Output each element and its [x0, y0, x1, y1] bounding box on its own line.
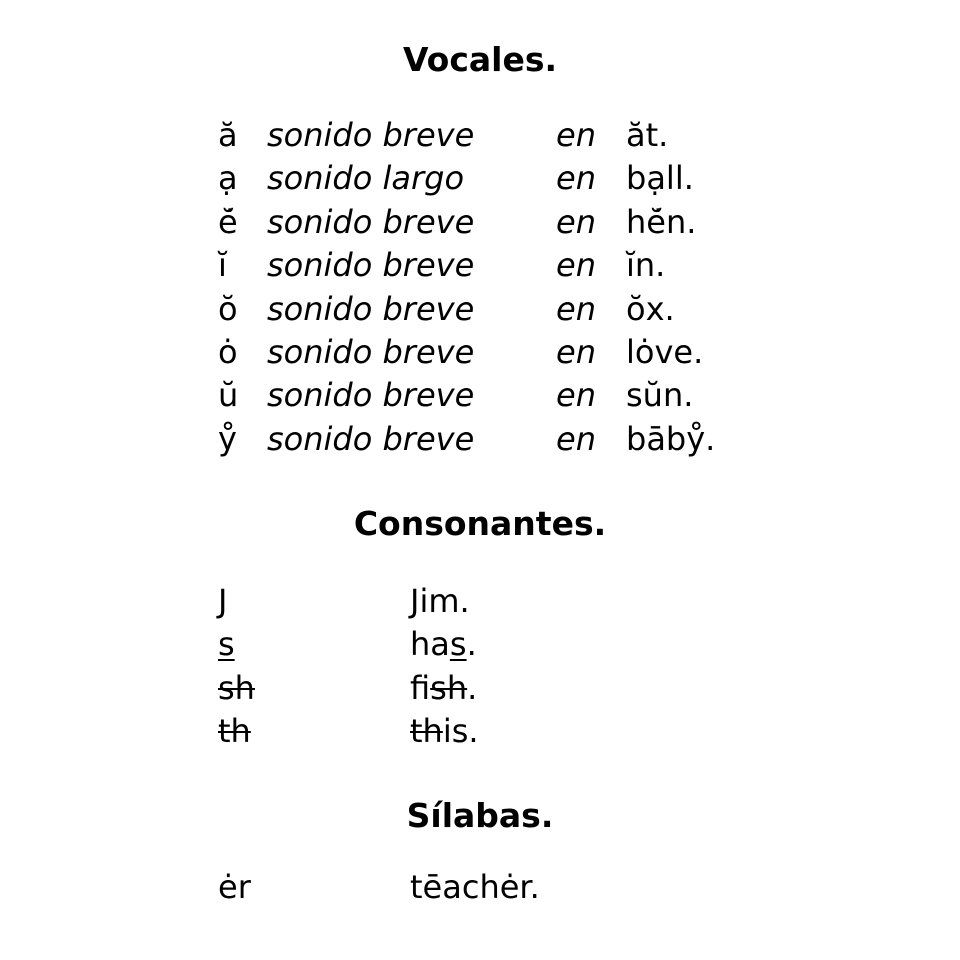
- vowel-letter: ẙ: [218, 419, 237, 458]
- vowel-example: bābẙ.: [626, 419, 716, 458]
- example-marked-text: sh: [430, 668, 468, 707]
- vowel-letter: ȯ: [218, 332, 238, 371]
- vowel-description: sonido breve: [267, 332, 475, 371]
- vowel-description: sonido breve: [267, 419, 475, 458]
- consonant-example: [410, 710, 479, 753]
- example-marked-text: th: [410, 712, 443, 751]
- vowel-connector: en: [556, 289, 596, 328]
- vowel-letter: ŭ: [218, 376, 239, 415]
- example-text: .: [466, 625, 477, 664]
- vowel-description: sonido breve: [267, 246, 475, 285]
- vowel-connector: en: [556, 419, 596, 458]
- consonant-example: [410, 580, 470, 623]
- consonantes-heading: Consonantes.: [353, 504, 607, 543]
- vowel-letter: ĕ̇: [218, 202, 238, 241]
- vowel-example: sŭn.: [626, 376, 694, 415]
- vowel-connector: en: [556, 246, 596, 285]
- syllable-symbol: ėr: [218, 868, 251, 906]
- example-text: fi: [410, 668, 431, 707]
- vowel-connector: en: [556, 202, 596, 241]
- vowel-example: ŏx.: [626, 289, 675, 328]
- example-text: Jim.: [410, 582, 470, 620]
- vocales-heading: Vocales.: [402, 40, 558, 79]
- vowel-connector: en: [556, 159, 596, 198]
- vowel-example: bạll.: [626, 159, 694, 198]
- vowel-description: sonido breve: [267, 202, 475, 241]
- vowel-connector: en: [556, 376, 596, 415]
- vowel-description: sonido breve: [267, 376, 475, 415]
- vowel-connector: en: [556, 332, 596, 371]
- vowel-example: hĕ̇n.: [626, 202, 697, 241]
- consonant-symbol: th: [218, 712, 251, 751]
- consonant-example: [410, 623, 477, 666]
- vowel-letter: ạ: [218, 159, 238, 198]
- consonant-symbol: sh: [218, 668, 255, 707]
- example-text: .: [467, 668, 478, 707]
- vowel-letter: ĭ: [218, 246, 227, 285]
- vowel-description: sonido breve: [267, 289, 475, 328]
- example-text: is.: [442, 712, 479, 751]
- vowel-letter: ă: [218, 116, 238, 154]
- vowel-connector: en: [556, 116, 596, 154]
- vowel-description: sonido breve: [267, 116, 475, 154]
- consonant-example: [410, 667, 477, 710]
- vowel-example: ăt.: [626, 116, 669, 154]
- example-marked-text: s: [449, 625, 467, 664]
- silabas-heading: Sílabas.: [406, 796, 554, 835]
- consonant-symbol: J: [218, 582, 228, 620]
- vowel-letter: ŏ: [218, 289, 238, 328]
- vowel-description: sonido largo: [267, 159, 465, 198]
- example-text: ha: [410, 625, 450, 664]
- syllable-example: tēachėr.: [410, 868, 540, 906]
- consonant-symbol: s: [218, 625, 235, 664]
- vowel-example: lȯve.: [626, 332, 704, 371]
- vowel-example: ĭn.: [626, 246, 666, 285]
